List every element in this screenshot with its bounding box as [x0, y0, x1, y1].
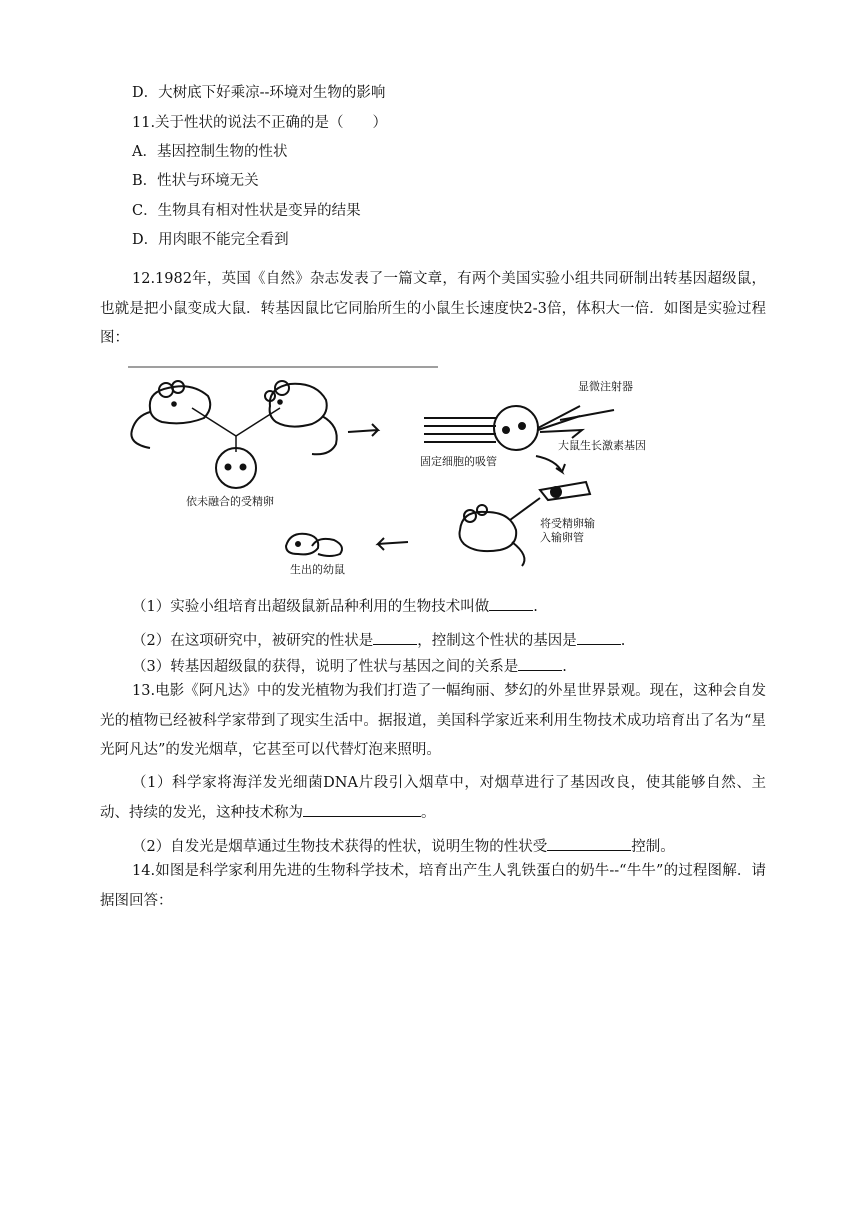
q13-sub2-text: （2）自发光是烟草通过生物技术获得的性状，说明生物的性状受 — [132, 839, 548, 855]
q11-option-a: A．基因控制生物的性状 — [132, 144, 288, 160]
q12-sub1-text: （1）实验小组培育出超级鼠新品种利用的生物技术叫做 — [132, 599, 490, 615]
q14-stem: 14.如图是科学家利用先进的生物科学技术，培育出产生人乳铁蛋白的奶牛--“牛牛”的过程图解．请据图回答： — [100, 863, 766, 909]
parent-mouse-left — [131, 381, 210, 448]
surrogate-mouse — [460, 505, 525, 566]
q12-sub2-blank-2[interactable] — [577, 628, 621, 645]
offspring-mice — [286, 534, 342, 556]
label-transfer-2: 入输卵管 — [540, 531, 584, 544]
q12-sub2-text-b: ，控制这个性状的基因是 — [417, 633, 577, 649]
q13-sub1-blank[interactable] — [303, 800, 421, 817]
q12-sub1-blank[interactable] — [489, 594, 533, 611]
q12-stem: 12.1982年，英国《自然》杂志发表了一篇文章，有两个美国实验小组共同研制出转基因超级鼠，也就是把小鼠变成大鼠．转基因鼠比它同胎所生的小鼠生长速度快2-3倍，体积大一倍．如图是实验过程图： — [100, 271, 766, 346]
label-fertilized-egg: 依未融合的受精卵 — [186, 495, 274, 508]
q12-experiment-figure — [0, 360, 860, 576]
q13-sub1-end: 。 — [421, 804, 436, 821]
q11-option-d: D．用肉眼不能完全看到 — [132, 232, 289, 248]
q11-option-b: B．性状与环境无关 — [132, 173, 259, 189]
parent-mouse-right — [265, 381, 337, 454]
fertilized-egg — [216, 448, 256, 488]
arrow-down-2 — [536, 456, 565, 472]
q12-sub3-end: . — [562, 659, 567, 675]
q12-sub2 — [132, 628, 625, 651]
q12-sub3 — [132, 654, 567, 677]
q12-sub2-blank-1[interactable] — [373, 628, 417, 645]
connector-right — [236, 408, 280, 436]
q13-stem: 13.电影《阿凡达》中的发光植物为我们打造了一幅绚丽、梦幻的外星世界景观。现在，这种会自发光的植物已经被科学家带到了现实生活中。据报道，美国科学家近来利用生物技术成功培育出了名为“星光阿凡达”的发光烟草，它甚至可以代替灯泡来照明。 — [100, 683, 766, 758]
label-offspring: 生出的幼鼠 — [290, 563, 345, 576]
q12-sub3-blank[interactable] — [518, 654, 562, 671]
q10-option-d: D．大树底下好乘凉--环境对生物的影响 — [132, 85, 386, 101]
q12-sub1 — [132, 594, 538, 617]
label-gene: 大鼠生长激素基因 — [558, 439, 646, 452]
label-microinjector: 显微注射器 — [578, 380, 633, 393]
connector-left — [192, 408, 236, 436]
q11-option-c: C．生物具有相对性状是变异的结果 — [132, 203, 361, 219]
q12-sub1-end: . — [533, 599, 538, 615]
label-pipette: 固定细胞的吸管 — [420, 455, 497, 468]
q13-sub2 — [132, 834, 675, 857]
q13-sub2-end: 控制。 — [631, 839, 675, 855]
label-transfer-1: 将受精卵输 — [540, 517, 595, 530]
q13-sub2-blank[interactable] — [547, 834, 631, 851]
q13-sub1-text: （1）科学家将海洋发光细菌DNA片段引入烟草中，对烟草进行了基因改良，使其能够自然、主动、持续的发光，这种技术称为 — [100, 775, 766, 821]
q12-sub2-text-a: （2）在这项研究中，被研究的性状是 — [132, 633, 374, 649]
q12-sub2-end: . — [620, 633, 626, 649]
q12-sub3-text: （3）转基因超级鼠的获得，说明了性状与基因之间的关系是 — [132, 659, 519, 675]
q11-stem: 11.关于性状的说法不正确的是（ ） — [132, 115, 388, 131]
arrow-right-1 — [348, 424, 378, 436]
arrow-left-3 — [378, 538, 408, 550]
q13-sub1 — [100, 769, 766, 828]
transfer-pipette — [510, 482, 590, 520]
